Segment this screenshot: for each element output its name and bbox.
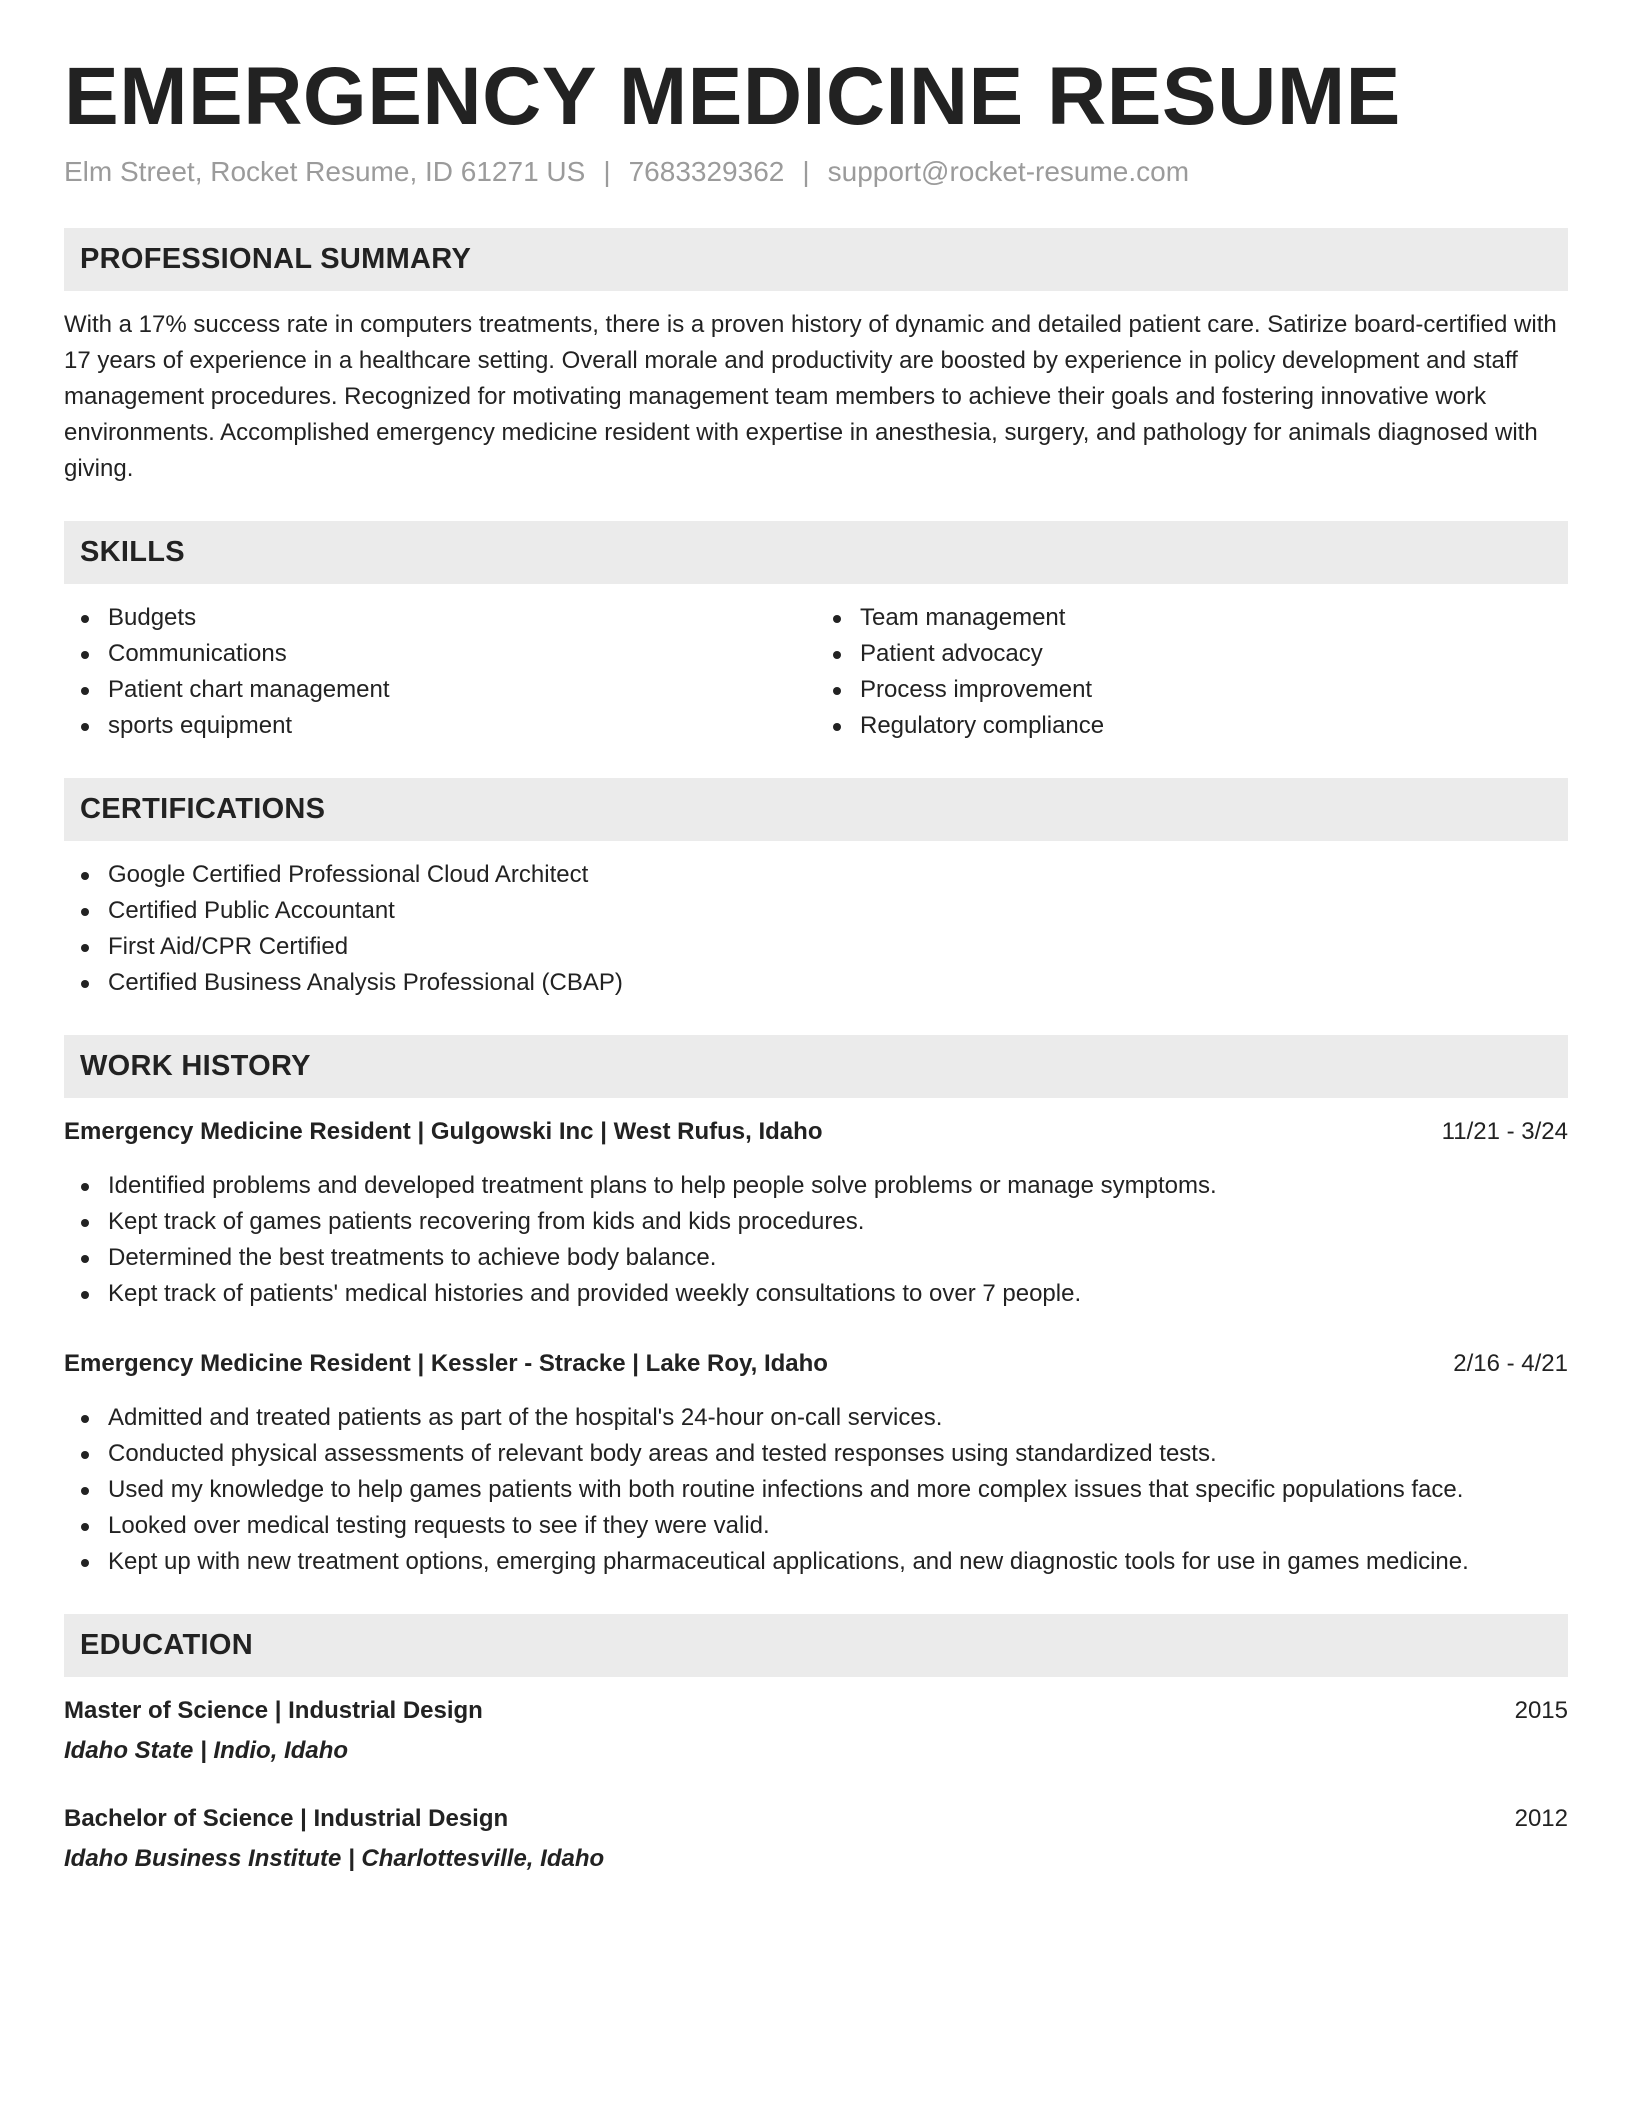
education-year: 2015 [1514, 1697, 1568, 1725]
education-school: Idaho State | Indio, Idaho [64, 1737, 349, 1765]
job-bullets [64, 1400, 1568, 1580]
skills-list-right [816, 600, 1568, 744]
skill-item: Patient advocacy [816, 636, 1568, 672]
contact-separator: | [603, 156, 611, 188]
education-header [64, 1801, 1568, 1837]
certifications-list [64, 857, 1568, 1001]
certification-item: First Aid/CPR Certified [64, 929, 1568, 965]
section-header-summary: PROFESSIONAL SUMMARY [64, 228, 1568, 291]
education-header [64, 1693, 1568, 1729]
job-entry [64, 1346, 1568, 1580]
contact-address: Elm Street, Rocket Resume, ID 61271 US [64, 156, 586, 188]
skill-item: Patient chart management [64, 672, 816, 708]
job-dates: 2/16 - 4/21 [1453, 1350, 1568, 1378]
job-bullet: Kept track of games patients recovering from kids and kids procedures. [64, 1204, 1568, 1240]
summary-text: With a 17% success rate in computers treatments, there is a proven history of dynamic and detailed patient care. Satirize board-certified with 17 years of experience in a healthcare setting. Overall morale and productivity are boosted by experience in policy development and staff management procedures. Recognized for motivating management team members to achieve their goals and fostering innovative work environments. Accomplished emergency medicine resident with expertise in anesthesia, surgery, and pathology for animals diagnosed with giving. [64, 311, 1557, 483]
job-header [64, 1346, 1568, 1382]
resume-name: EMERGENCY MEDICINE RESUME [64, 51, 1401, 142]
skill-item: Regulatory compliance [816, 708, 1568, 744]
skill-item: Communications [64, 636, 816, 672]
contact-email: support@rocket-resume.com [827, 156, 1190, 188]
job-bullet: Determined the best treatments to achieve body balance. [64, 1240, 1568, 1276]
contact-separator: | [802, 156, 810, 188]
skill-item: Process improvement [816, 672, 1568, 708]
education-entry [64, 1801, 1568, 1877]
skill-item: sports equipment [64, 708, 816, 744]
contact-line [64, 156, 1568, 188]
education-school: Idaho Business Institute | Charlottesville, Idaho [64, 1845, 605, 1873]
job-bullets [64, 1168, 1568, 1312]
contact-phone: 7683329362 [628, 156, 785, 188]
skill-item: Team management [816, 600, 1568, 636]
job-dates: 11/21 - 3/24 [1441, 1118, 1568, 1146]
education-degree: Master of Science | Industrial Design [64, 1697, 483, 1725]
job-header [64, 1114, 1568, 1150]
job-bullet: Looked over medical testing requests to see if they were valid. [64, 1508, 1568, 1544]
education-entry [64, 1693, 1568, 1769]
skills-grid [64, 600, 1568, 744]
section-header-work-history: WORK HISTORY [64, 1035, 1568, 1098]
job-heading: Emergency Medicine Resident | Gulgowski Inc | West Rufus, Idaho [64, 1118, 823, 1146]
job-entry [64, 1114, 1568, 1312]
certification-item: Google Certified Professional Cloud Architect [64, 857, 1568, 893]
skills-list-left [64, 600, 816, 744]
certification-item: Certified Business Analysis Professional (CBAP) [64, 965, 1568, 1001]
education-degree: Bachelor of Science | Industrial Design [64, 1805, 509, 1833]
certification-item: Certified Public Accountant [64, 893, 1568, 929]
job-bullet: Kept track of patients' medical histories and provided weekly consultations to over 7 people. [64, 1276, 1568, 1312]
job-bullet: Used my knowledge to help games patients with both routine infections and more complex issues that specific populations face. [64, 1472, 1568, 1508]
section-header-education: EDUCATION [64, 1614, 1568, 1677]
job-bullet: Kept up with new treatment options, emerging pharmaceutical applications, and new diagnostic tools for use in games medicine. [64, 1544, 1568, 1580]
job-heading: Emergency Medicine Resident | Kessler - Stracke | Lake Roy, Idaho [64, 1350, 828, 1378]
section-header-certifications: CERTIFICATIONS [64, 778, 1568, 841]
job-bullet: Conducted physical assessments of relevant body areas and tested responses using standardized tests. [64, 1436, 1568, 1472]
skill-item: Budgets [64, 600, 816, 636]
education-year: 2012 [1514, 1805, 1568, 1833]
job-bullet: Identified problems and developed treatment plans to help people solve problems or manage symptoms. [64, 1168, 1568, 1204]
section-header-skills: SKILLS [64, 521, 1568, 584]
job-bullet: Admitted and treated patients as part of the hospital's 24-hour on-call services. [64, 1400, 1568, 1436]
